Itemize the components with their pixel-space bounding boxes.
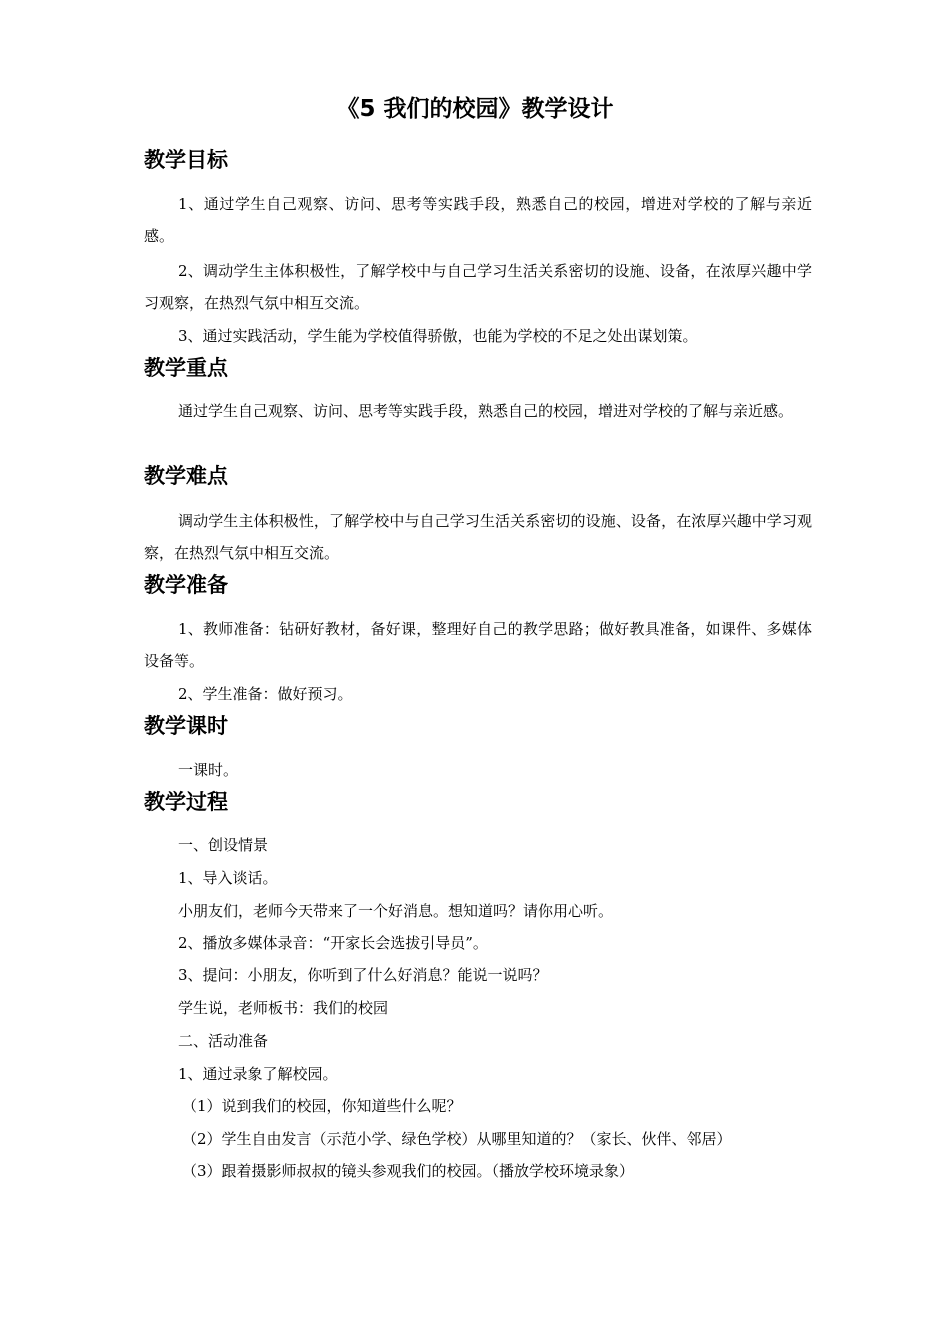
heading-process: 教学过程 (144, 790, 228, 814)
process-line: 1、通过录象了解校园。 (178, 1065, 338, 1083)
process-line: （2）学生自由发言（示范小学、绿色学校）从哪里知道的？（家长、伙伴、邻居） (182, 1130, 732, 1148)
heading-key-points: 教学重点 (144, 356, 228, 380)
process-line: 一、创设情景 (178, 836, 269, 854)
hours-text: 一课时。 (178, 761, 239, 779)
process-line: 小朋友们，老师今天带来了一个好消息。想知道吗？请你用心听。 (178, 902, 614, 920)
process-line: 2、播放多媒体录音：“开家长会选拔引导员”。 (178, 934, 488, 952)
difficulties-text: 调动学生主体积极性，了解学校中与自己学习生活关系密切的设施、设备，在浓厚兴趣中学习观察，在热烈气氛中相互交流。 (144, 512, 812, 562)
heading-objectives: 教学目标 (144, 148, 228, 172)
process-line: 1、导入谈话。 (178, 869, 278, 887)
process-line: （3）跟着摄影师叔叔的镜头参观我们的校园。（播放学校环境录象） (182, 1162, 635, 1180)
preparation-item: 1、教师准备：钻研好教材，备好课，整理好自己的教学思路；做好教具准备，如课件、多媒体设备等。 (144, 620, 812, 670)
process-line: （1）说到我们的校园，你知道些什么呢？ (182, 1097, 462, 1115)
process-line: 学生说，老师板书：我们的校园 (178, 999, 389, 1017)
heading-difficulties: 教学难点 (144, 464, 228, 488)
process-line: 3、提问：小朋友，你听到了什么好消息？能说一说吗？ (178, 966, 548, 984)
objective-item: 3、通过实践活动，学生能为学校值得骄傲，也能为学校的不足之处出谋划策。 (178, 327, 698, 345)
preparation-item: 2、学生准备：做好预习。 (178, 685, 353, 703)
objective-item: 2、调动学生主体积极性，了解学校中与自己学习生活关系密切的设施、设备，在浓厚兴趣中学习观察，在热烈气氛中相互交流。 (144, 262, 812, 312)
document-title: 《5 我们的校园》教学设计 (336, 96, 614, 122)
heading-hours: 教学课时 (144, 714, 228, 738)
heading-preparation: 教学准备 (144, 573, 228, 597)
objective-item: 1、通过学生自己观察、访问、思考等实践手段，熟悉自己的校园，增进对学校的了解与亲近感。 (144, 195, 812, 245)
key-points-text: 通过学生自己观察、访问、思考等实践手段，熟悉自己的校园，增进对学校的了解与亲近感。 (178, 402, 794, 420)
process-line: 二、活动准备 (178, 1032, 269, 1050)
